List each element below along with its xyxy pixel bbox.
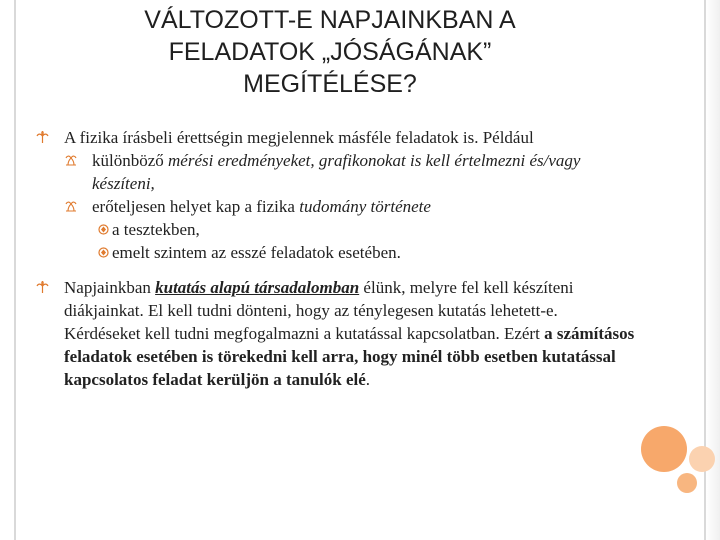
title-line-1: VÁLTOZOTT-E NAPJAINKBAN A — [144, 6, 516, 34]
bullet-text-2-bold: a számításos feladatok esetében is törekedni kell arra, hogy minél több esetben kutatással kapcsolatos feladat kerüljön a tanulók elé — [64, 324, 635, 389]
bullet-text-2-a: Napjainkban — [64, 278, 156, 297]
diamond-bullet-icon — [98, 247, 109, 258]
bullet-text-1-2-italic: tudomány története — [299, 197, 431, 216]
palm-bullet-icon — [64, 200, 78, 213]
bullet-item-1 — [36, 126, 636, 149]
title-line-2: FELADATOK „JÓSÁGÁNAK” — [168, 38, 492, 66]
bullet-item-1-1 — [36, 149, 636, 195]
bullet-item-1-2 — [36, 195, 636, 218]
bullet-text-1-2-1: a tesztekben, — [112, 220, 200, 239]
slide-content — [36, 126, 636, 391]
left-frame-line — [14, 0, 16, 540]
decorative-circle-small — [677, 473, 697, 493]
decorative-circle-medium — [689, 446, 715, 472]
palm-bullet-icon — [36, 131, 49, 144]
bullet-item-2 — [36, 276, 636, 391]
bullet-text-2-b: élünk, melyre fel kell készíteni diákjainkat. El kell tudni dönteni, hogy az ténylegesen kutatás lehetett-e. Kérdéseket kell tudni megfogalmazni a kutatással kapcsolatban. Ezért — [64, 278, 574, 343]
decorative-circle-large — [641, 426, 687, 472]
bullet-item-1-2-2 — [36, 241, 636, 264]
bullet-text-1-2-2: emelt szintem az esszé feladatok esetében. — [112, 243, 401, 262]
diamond-bullet-icon — [98, 224, 109, 235]
title-line-3: MEGÍTÉLÉSE? — [243, 70, 417, 98]
bullet-text-2-c: . — [365, 370, 371, 389]
bullet-text-1-1-italic: mérési eredményeket, grafikonokat is kell értelmezni és/vagy készíteni, — [92, 151, 581, 193]
palm-bullet-icon — [64, 154, 78, 167]
bullet-text-1-2-plain: erőteljesen helyet kap a fizika — [92, 197, 300, 216]
slide-title — [60, 4, 600, 100]
bullet-item-1-2-1 — [36, 218, 636, 241]
bullet-text-2-emphasis: kutatás alapú társadalomban — [155, 278, 360, 297]
bullet-text-1-1-plain: különböző — [92, 151, 169, 170]
bullet-text-1: A fizika írásbeli érettségin megjelennek másféle feladatok is. Például — [64, 128, 534, 147]
palm-bullet-icon — [36, 281, 49, 294]
